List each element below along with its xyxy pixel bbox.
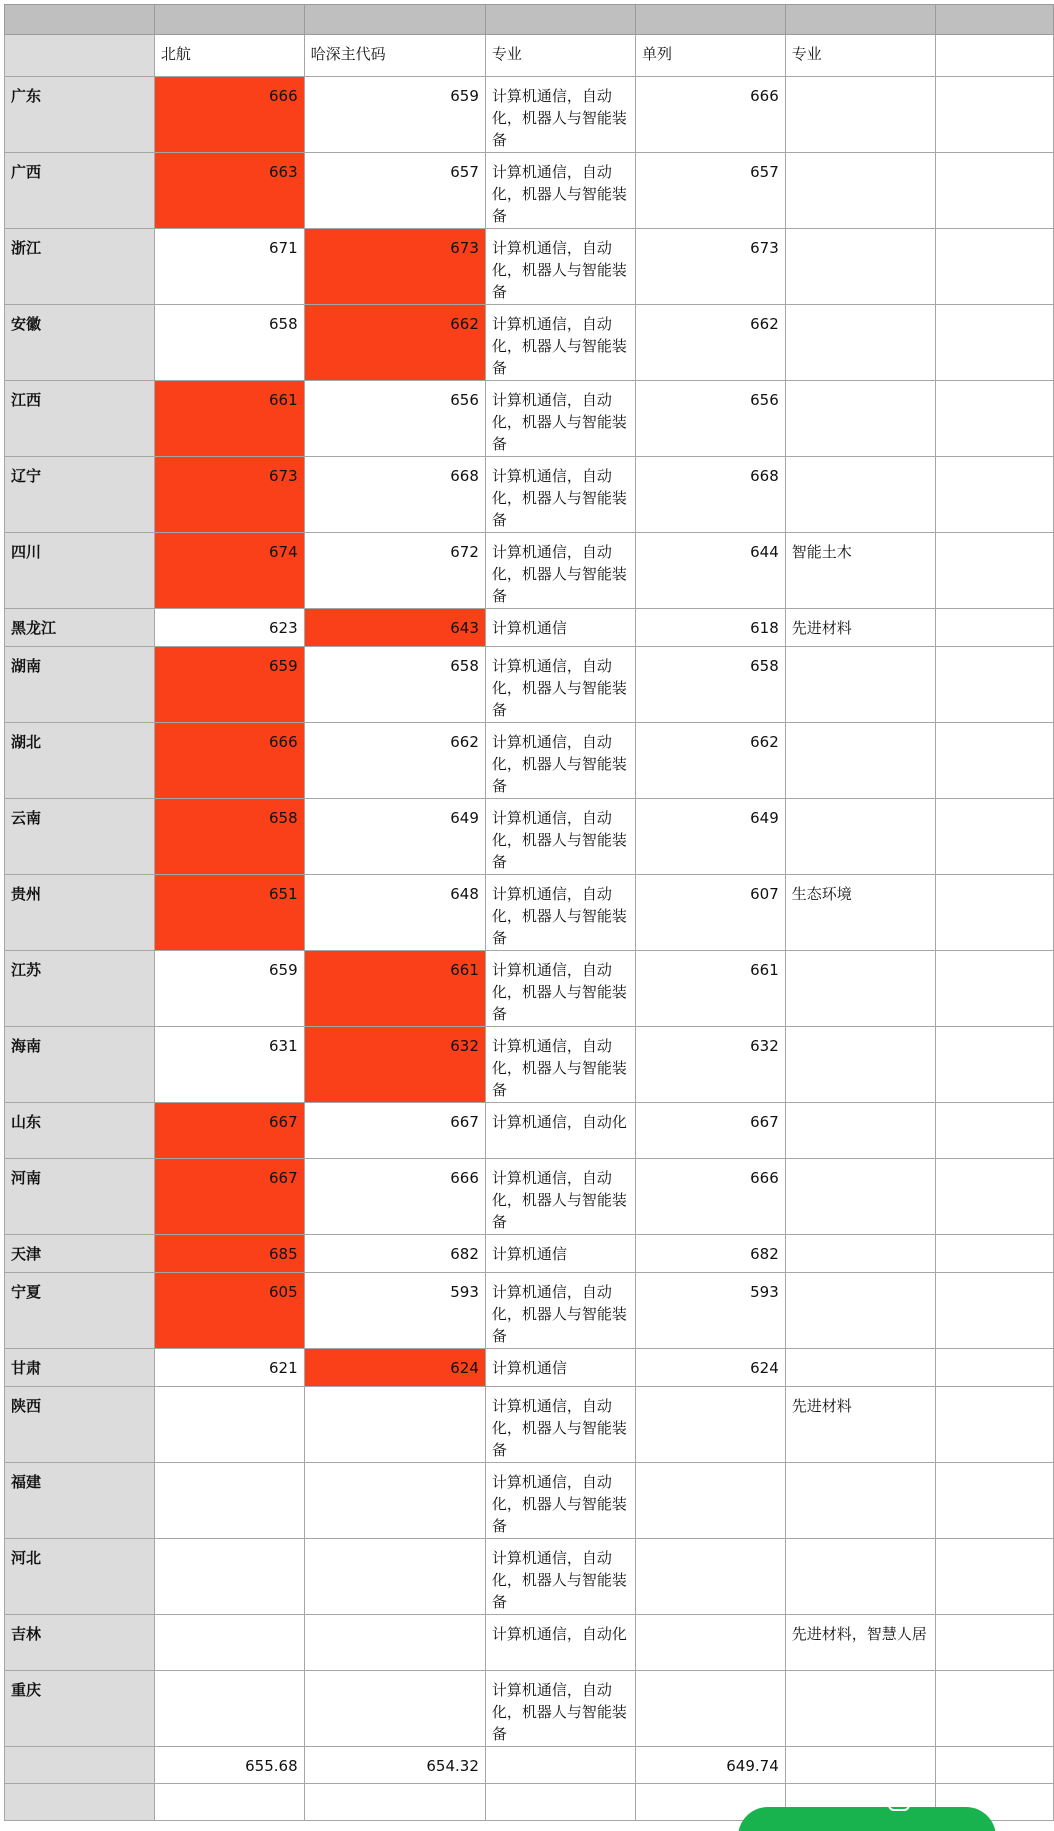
empty-cell[interactable] <box>935 875 1053 951</box>
table-row <box>5 1671 1054 1747</box>
table-row <box>5 647 1054 723</box>
table-row <box>5 533 1054 609</box>
major-cell[interactable]: 计算机通信，自动化，机器人与智能装备 <box>485 533 635 609</box>
danlie-score-cell[interactable]: 624 <box>635 1349 785 1387</box>
major-cell[interactable]: 计算机通信 <box>485 1349 635 1387</box>
danlie-score-cell[interactable]: 682 <box>635 1235 785 1273</box>
empty-cell[interactable] <box>935 1349 1053 1387</box>
table-row <box>5 951 1054 1027</box>
major2-cell[interactable] <box>785 457 935 533</box>
hashen-score-cell[interactable]: 661 <box>304 951 485 1027</box>
major-cell[interactable]: 计算机通信 <box>485 609 635 647</box>
hashen-score-cell[interactable]: 632 <box>304 1027 485 1103</box>
empty-cell[interactable] <box>935 1273 1053 1349</box>
major-cell[interactable]: 计算机通信，自动化 <box>485 1615 635 1671</box>
beihang-score-cell[interactable]: 661 <box>154 381 304 457</box>
danlie-score-cell[interactable]: 667 <box>635 1103 785 1159</box>
empty-cell[interactable] <box>935 1539 1053 1615</box>
column-selector[interactable] <box>485 5 635 35</box>
danlie-score-cell[interactable]: 657 <box>635 153 785 229</box>
hashen-score-cell[interactable]: 643 <box>304 609 485 647</box>
major-cell[interactable]: 计算机通信，自动化，机器人与智能装备 <box>485 153 635 229</box>
hashen-score-cell[interactable]: 658 <box>304 647 485 723</box>
major2-cell[interactable]: 先进材料，智慧人居 <box>785 1615 935 1671</box>
province-cell[interactable]: 甘肃 <box>5 1349 155 1387</box>
major2-cell[interactable] <box>785 1349 935 1387</box>
column-selector[interactable] <box>935 5 1053 35</box>
beihang-score-cell[interactable]: 671 <box>154 229 304 305</box>
province-cell[interactable]: 广东 <box>5 77 155 153</box>
hashen-score-cell[interactable]: 624 <box>304 1349 485 1387</box>
major2-cell[interactable] <box>785 1235 935 1273</box>
major-cell[interactable]: 计算机通信，自动化，机器人与智能装备 <box>485 77 635 153</box>
major2-cell[interactable]: 生态环境 <box>785 875 935 951</box>
hashen-score-cell[interactable]: 656 <box>304 381 485 457</box>
table-row <box>5 1103 1054 1159</box>
empty-cell[interactable] <box>935 1615 1053 1671</box>
major-cell[interactable]: 计算机通信，自动化，机器人与智能装备 <box>485 799 635 875</box>
province-cell[interactable]: 山东 <box>5 1103 155 1159</box>
hashen-score-cell[interactable]: 649 <box>304 799 485 875</box>
hashen-score-cell[interactable] <box>304 1671 485 1747</box>
major-cell[interactable]: 计算机通信，自动化，机器人与智能装备 <box>485 951 635 1027</box>
danlie-score-cell[interactable]: 662 <box>635 305 785 381</box>
major-cell[interactable]: 计算机通信，自动化，机器人与智能装备 <box>485 723 635 799</box>
data-table <box>4 4 1054 1821</box>
danlie-score-cell[interactable]: 666 <box>635 1159 785 1235</box>
empty-cell[interactable] <box>935 153 1053 229</box>
hashen-score-cell[interactable]: 667 <box>304 1103 485 1159</box>
danlie-score-cell[interactable]: 618 <box>635 609 785 647</box>
header-row <box>5 35 1054 77</box>
beihang-score-cell[interactable] <box>154 1539 304 1615</box>
major2-cell[interactable] <box>785 77 935 153</box>
major-cell[interactable]: 计算机通信，自动化，机器人与智能装备 <box>485 1027 635 1103</box>
table-row <box>5 1349 1054 1387</box>
hashen-score-cell[interactable]: 662 <box>304 305 485 381</box>
major2-cell[interactable] <box>785 951 935 1027</box>
province-cell[interactable]: 四川 <box>5 533 155 609</box>
table-row <box>5 153 1054 229</box>
major-cell[interactable]: 计算机通信，自动化，机器人与智能装备 <box>485 875 635 951</box>
hashen-score-cell[interactable]: 662 <box>304 723 485 799</box>
danlie-score-cell[interactable]: 673 <box>635 229 785 305</box>
major2-cell[interactable] <box>785 229 935 305</box>
empty-cell[interactable] <box>935 457 1053 533</box>
major2-cell[interactable]: 先进材料 <box>785 609 935 647</box>
danlie-score-cell[interactable]: 668 <box>635 457 785 533</box>
header-cell-corner[interactable] <box>5 35 155 77</box>
major2-cell[interactable] <box>785 723 935 799</box>
table-row <box>5 723 1054 799</box>
header-cell-major[interactable]: 专业 <box>485 35 635 77</box>
major2-cell[interactable] <box>785 1103 935 1159</box>
danlie-score-cell[interactable]: 658 <box>635 647 785 723</box>
danlie-score-cell[interactable]: 662 <box>635 723 785 799</box>
hashen-score-cell[interactable]: 682 <box>304 1235 485 1273</box>
province-cell[interactable]: 湖南 <box>5 647 155 723</box>
beihang-score-cell[interactable]: 651 <box>154 875 304 951</box>
hashen-score-cell[interactable] <box>304 1463 485 1539</box>
header-cell-major2[interactable]: 专业 <box>785 35 935 77</box>
beihang-score-cell[interactable] <box>154 1671 304 1747</box>
beihang-score-cell[interactable] <box>154 1387 304 1463</box>
province-cell[interactable]: 河北 <box>5 1539 155 1615</box>
empty-cell[interactable] <box>935 799 1053 875</box>
table-row <box>5 1235 1054 1273</box>
table-row <box>5 77 1054 153</box>
table-row <box>5 1463 1054 1539</box>
hashen-score-cell[interactable]: 672 <box>304 533 485 609</box>
header-cell-beihang[interactable]: 北航 <box>154 35 304 77</box>
danlie-score-cell[interactable] <box>635 1387 785 1463</box>
beihang-score-cell[interactable] <box>154 1615 304 1671</box>
province-cell[interactable]: 河南 <box>5 1159 155 1235</box>
major2-cell[interactable] <box>785 1671 935 1747</box>
hashen-average-cell[interactable]: 654.32 <box>304 1747 485 1784</box>
header-cell-spare[interactable] <box>935 35 1053 77</box>
empty-cell[interactable] <box>935 1671 1053 1747</box>
empty-cell[interactable] <box>935 647 1053 723</box>
corner-cell[interactable] <box>5 5 155 35</box>
column-letter-bar <box>5 5 1054 35</box>
beihang-score-cell[interactable]: 667 <box>154 1103 304 1159</box>
empty-cell[interactable] <box>485 1784 635 1821</box>
empty-cell[interactable] <box>304 1784 485 1821</box>
beihang-score-cell[interactable]: 623 <box>154 609 304 647</box>
major2-cell[interactable] <box>785 1539 935 1615</box>
watermark-badge <box>738 1807 996 1831</box>
beihang-score-cell[interactable]: 658 <box>154 799 304 875</box>
beihang-score-cell[interactable] <box>154 1463 304 1539</box>
empty-cell[interactable] <box>935 1387 1053 1463</box>
major-cell[interactable]: 计算机通信 <box>485 1235 635 1273</box>
hashen-score-cell[interactable]: 673 <box>304 229 485 305</box>
danlie-score-cell[interactable]: 607 <box>635 875 785 951</box>
beihang-score-cell[interactable]: 685 <box>154 1235 304 1273</box>
empty-cell[interactable] <box>154 1784 304 1821</box>
beihang-score-cell[interactable]: 674 <box>154 533 304 609</box>
empty-cell[interactable] <box>935 229 1053 305</box>
danlie-score-cell[interactable]: 666 <box>635 77 785 153</box>
major-cell[interactable]: 计算机通信，自动化，机器人与智能装备 <box>485 1463 635 1539</box>
danlie-score-cell[interactable] <box>635 1671 785 1747</box>
table-row <box>5 1027 1054 1103</box>
danlie-score-cell[interactable]: 649 <box>635 799 785 875</box>
table-row <box>5 1615 1054 1671</box>
table-row <box>5 229 1054 305</box>
province-cell[interactable]: 重庆 <box>5 1671 155 1747</box>
major-cell[interactable]: 计算机通信，自动化，机器人与智能装备 <box>485 1159 635 1235</box>
empty-cell[interactable] <box>785 1747 935 1784</box>
major2-cell[interactable]: 先进材料 <box>785 1387 935 1463</box>
hashen-score-cell[interactable]: 659 <box>304 77 485 153</box>
major2-cell[interactable] <box>785 305 935 381</box>
province-cell[interactable]: 云南 <box>5 799 155 875</box>
beihang-score-cell[interactable]: 659 <box>154 951 304 1027</box>
beihang-score-cell[interactable]: 666 <box>154 723 304 799</box>
beihang-score-cell[interactable]: 667 <box>154 1159 304 1235</box>
danlie-average-cell[interactable]: 649.74 <box>635 1747 785 1784</box>
danlie-score-cell[interactable]: 656 <box>635 381 785 457</box>
danlie-score-cell[interactable] <box>635 1463 785 1539</box>
column-selector[interactable] <box>304 5 485 35</box>
empty-cell[interactable] <box>935 381 1053 457</box>
header-cell-hashen[interactable]: 哈深主代码 <box>304 35 485 77</box>
province-cell[interactable]: 江苏 <box>5 951 155 1027</box>
province-cell[interactable]: 安徽 <box>5 305 155 381</box>
table-row <box>5 875 1054 951</box>
major2-cell[interactable] <box>785 1159 935 1235</box>
danlie-score-cell[interactable]: 661 <box>635 951 785 1027</box>
hashen-score-cell[interactable]: 666 <box>304 1159 485 1235</box>
hashen-score-cell[interactable]: 648 <box>304 875 485 951</box>
table-row <box>5 1273 1054 1349</box>
major2-cell[interactable] <box>785 153 935 229</box>
empty-cell[interactable] <box>935 1103 1053 1159</box>
empty-cell[interactable] <box>935 305 1053 381</box>
table-row <box>5 457 1054 533</box>
major-cell[interactable]: 计算机通信，自动化，机器人与智能装备 <box>485 647 635 723</box>
danlie-score-cell[interactable]: 593 <box>635 1273 785 1349</box>
major2-cell[interactable] <box>785 799 935 875</box>
beihang-score-cell[interactable]: 673 <box>154 457 304 533</box>
danlie-score-cell[interactable]: 632 <box>635 1027 785 1103</box>
province-cell[interactable]: 黑龙江 <box>5 609 155 647</box>
hashen-score-cell[interactable] <box>304 1615 485 1671</box>
column-selector[interactable] <box>785 5 935 35</box>
province-cell[interactable]: 贵州 <box>5 875 155 951</box>
table-row <box>5 1539 1054 1615</box>
hashen-score-cell[interactable]: 657 <box>304 153 485 229</box>
province-cell[interactable]: 辽宁 <box>5 457 155 533</box>
province-cell[interactable]: 天津 <box>5 1235 155 1273</box>
empty-cell[interactable] <box>5 1784 155 1821</box>
hashen-score-cell[interactable]: 593 <box>304 1273 485 1349</box>
watermark-logo-icon <box>888 1789 910 1811</box>
empty-cell[interactable] <box>935 533 1053 609</box>
province-cell[interactable]: 海南 <box>5 1027 155 1103</box>
hashen-score-cell[interactable] <box>304 1387 485 1463</box>
empty-cell[interactable] <box>935 609 1053 647</box>
major2-cell[interactable] <box>785 381 935 457</box>
empty-cell[interactable] <box>935 951 1053 1027</box>
average-row <box>5 1747 1054 1784</box>
danlie-score-cell[interactable] <box>635 1539 785 1615</box>
major-cell[interactable]: 计算机通信，自动化，机器人与智能装备 <box>485 305 635 381</box>
major2-cell[interactable] <box>785 647 935 723</box>
major-cell[interactable]: 计算机通信，自动化 <box>485 1103 635 1159</box>
major-cell[interactable]: 计算机通信，自动化，机器人与智能装备 <box>485 1387 635 1463</box>
table-row <box>5 1387 1054 1463</box>
beihang-score-cell[interactable]: 605 <box>154 1273 304 1349</box>
beihang-score-cell[interactable]: 621 <box>154 1349 304 1387</box>
table-row <box>5 381 1054 457</box>
major-cell[interactable]: 计算机通信，自动化，机器人与智能装备 <box>485 229 635 305</box>
major2-cell[interactable] <box>785 1027 935 1103</box>
province-cell[interactable]: 吉林 <box>5 1615 155 1671</box>
empty-cell[interactable] <box>935 1235 1053 1273</box>
province-cell[interactable]: 江西 <box>5 381 155 457</box>
beihang-score-cell[interactable]: 631 <box>154 1027 304 1103</box>
table-row <box>5 609 1054 647</box>
province-cell[interactable]: 宁夏 <box>5 1273 155 1349</box>
beihang-score-cell[interactable]: 658 <box>154 305 304 381</box>
column-selector[interactable] <box>154 5 304 35</box>
province-cell[interactable]: 陕西 <box>5 1387 155 1463</box>
empty-cell[interactable] <box>935 1463 1053 1539</box>
empty-cell[interactable] <box>935 1027 1053 1103</box>
danlie-score-cell[interactable]: 644 <box>635 533 785 609</box>
beihang-average-cell[interactable]: 655.68 <box>154 1747 304 1784</box>
major2-cell[interactable] <box>785 1273 935 1349</box>
province-cell[interactable]: 浙江 <box>5 229 155 305</box>
danlie-score-cell[interactable] <box>635 1615 785 1671</box>
beihang-score-cell[interactable]: 666 <box>154 77 304 153</box>
major-cell[interactable]: 计算机通信，自动化，机器人与智能装备 <box>485 457 635 533</box>
empty-cell[interactable] <box>935 1159 1053 1235</box>
table-row <box>5 1159 1054 1235</box>
header-cell-danlie[interactable]: 单列 <box>635 35 785 77</box>
beihang-score-cell[interactable]: 659 <box>154 647 304 723</box>
table-row <box>5 799 1054 875</box>
hashen-score-cell[interactable]: 668 <box>304 457 485 533</box>
major-cell[interactable]: 计算机通信，自动化，机器人与智能装备 <box>485 1671 635 1747</box>
major-cell[interactable]: 计算机通信，自动化，机器人与智能装备 <box>485 1539 635 1615</box>
empty-cell[interactable] <box>485 1747 635 1784</box>
major2-cell[interactable]: 智能土木 <box>785 533 935 609</box>
empty-cell[interactable] <box>935 723 1053 799</box>
province-cell[interactable]: 广西 <box>5 153 155 229</box>
major2-cell[interactable] <box>785 1463 935 1539</box>
table-row <box>5 305 1054 381</box>
province-cell[interactable]: 湖北 <box>5 723 155 799</box>
beihang-score-cell[interactable]: 663 <box>154 153 304 229</box>
empty-cell[interactable] <box>935 1747 1053 1784</box>
empty-cell[interactable] <box>935 77 1053 153</box>
average-label-cell[interactable] <box>5 1747 155 1784</box>
hashen-score-cell[interactable] <box>304 1539 485 1615</box>
major-cell[interactable]: 计算机通信，自动化，机器人与智能装备 <box>485 1273 635 1349</box>
province-cell[interactable]: 福建 <box>5 1463 155 1539</box>
major-cell[interactable]: 计算机通信，自动化，机器人与智能装备 <box>485 381 635 457</box>
column-selector[interactable] <box>635 5 785 35</box>
